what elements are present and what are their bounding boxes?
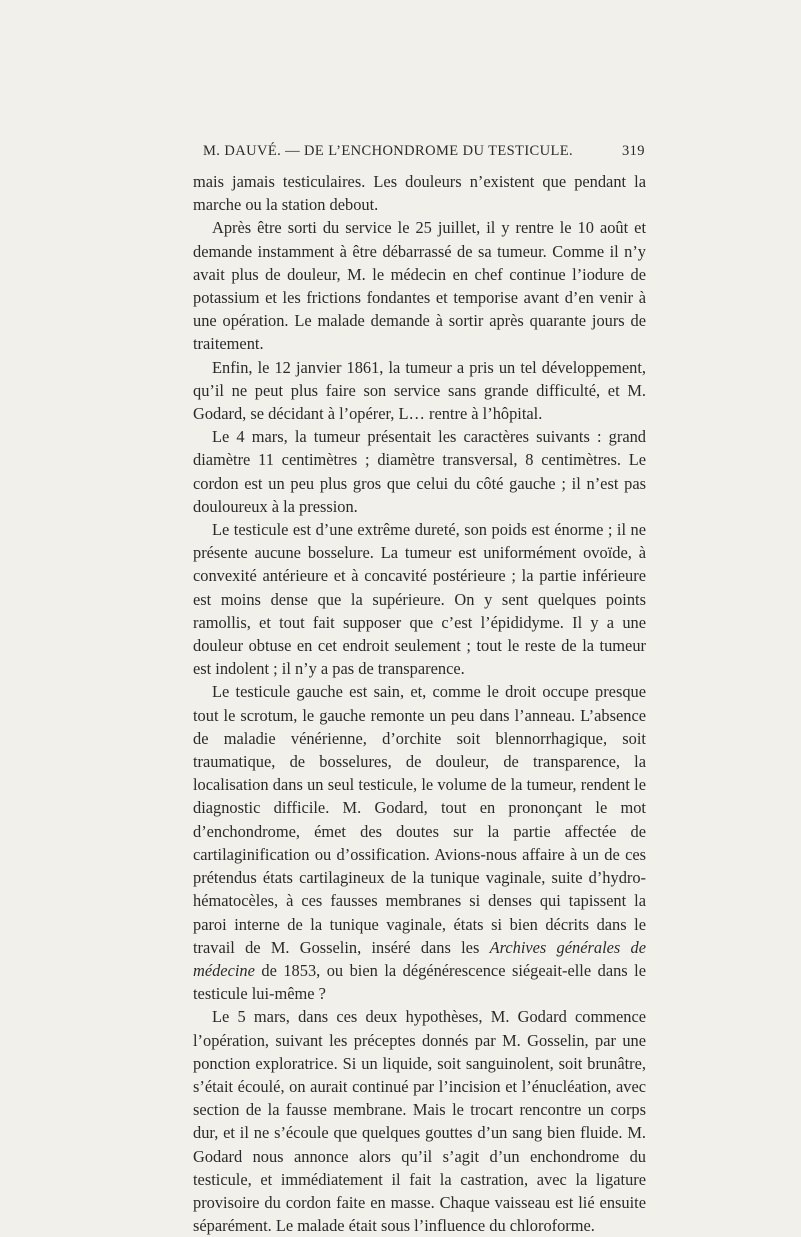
- paragraph-3: Enfin, le 12 janvier 1861, la tumeur a pris un tel développement, qu’il ne peut plus faire son service sans grande difficulté, et M. Godard, se décidant à l’opérer, L… rentre à l’hôpital.: [193, 357, 646, 424]
- paragraph-5: Le testicule est d’une extrême dureté, son poids est énorme ; il ne présente aucune bosselure. La tumeur est uniformément ovoïde, à convexité antérieure et à concavité postérieure ; la partie inférieure est moins dense que la supérieure. On y sent quelques points ramollis, et tout fait supposer que c’est l’épididyme. Il y a une douleur obtuse en cet endroit seulement ; tout le reste de la tumeur est indolent ; il n’y a pas de transparence.: [193, 520, 646, 679]
- body-text: [193, 170, 646, 1237]
- page-number: 319: [622, 143, 645, 159]
- paragraph-6: [193, 680, 646, 1005]
- paragraph-6-text-a: Le testicule gauche est sain, et, comme le droit occupe presque tout le scrotum, le gauche remonte un peu dans l’anneau. L’absence de maladie vénérienne, d’orchite soit blennorrhagique, soit traumatique, de bosselures, de douleur, de transparence, la localisation dans un seul testicule, le volume de la tumeur, rendent le diagnostic difficile. M. Godard, tout en prononçant le mot d’enchondrome, émet des doutes sur la partie affectée de cartilaginification ou d’ossification. Avions-nous affaire à un de ces prétendus états cartilagineux de la tunique vaginale, suite d’hydro-hématocèles, à ces fausses membranes si denses qui tapissent la paroi interne de la tunique vaginale, états si bien décrits dans le travail de M. Gosselin, inséré dans les: [193, 682, 646, 957]
- running-title: M. DAUVÉ. — DE L’ENCHONDROME DU TESTICULE.: [203, 143, 574, 159]
- paragraph-6-text-b: de 1853, ou bien la dégénérescence siégeait-elle dans le testicule lui-même ?: [193, 960, 646, 1004]
- paragraph-2: Après être sorti du service le 25 juillet, il y rentre le 10 août et demande instamment à être débarrassé de sa tumeur. Comme il n’y avait plus de douleur, M. le médecin en chef continue l’iodure de potassium et les frictions fondantes et temporise avant d’en venir à une opération. Le malade demande à sortir après quarante jours de traitement.: [193, 218, 646, 354]
- journal-title: Archives générales de médecine: [193, 937, 646, 980]
- paragraph-7: Le 5 mars, dans ces deux hypothèses, M. Godard commence l’opération, suivant les préceptes donnés par M. Gosselin, par une ponction exploratrice. Si un liquide, soit sanguinolent, soit brunâtre, s’était écoulé, on aurait continué par l’incision et l’énucléation, avec section de la fausse membrane. Mais le trocart rencontre un corps dur, et il ne s’écoule que quelques gouttes d’un sang bien fluide. M. Godard nous annonce alors qu’il s’agit d’un enchondrome du testicule, et immédiatement il fait la castration, avec la ligature provisoire du cordon faite en masse. Chaque vaisseau est lié ensuite séparément. Le malade était sous l’influence du chloroforme.: [193, 1007, 646, 1236]
- running-head: [0, 143, 801, 163]
- paragraph-1: mais jamais testiculaires. Les douleurs n’existent que pendant la marche ou la station debout.: [193, 172, 646, 215]
- paragraph-4: Le 4 mars, la tumeur présentait les caractères suivants : grand diamètre 11 centimètres ; diamètre transversal, 8 centimètres. Le cordon est un peu plus gros que celui du côté gauche ; il n’est pas douloureux à la pression.: [193, 427, 646, 516]
